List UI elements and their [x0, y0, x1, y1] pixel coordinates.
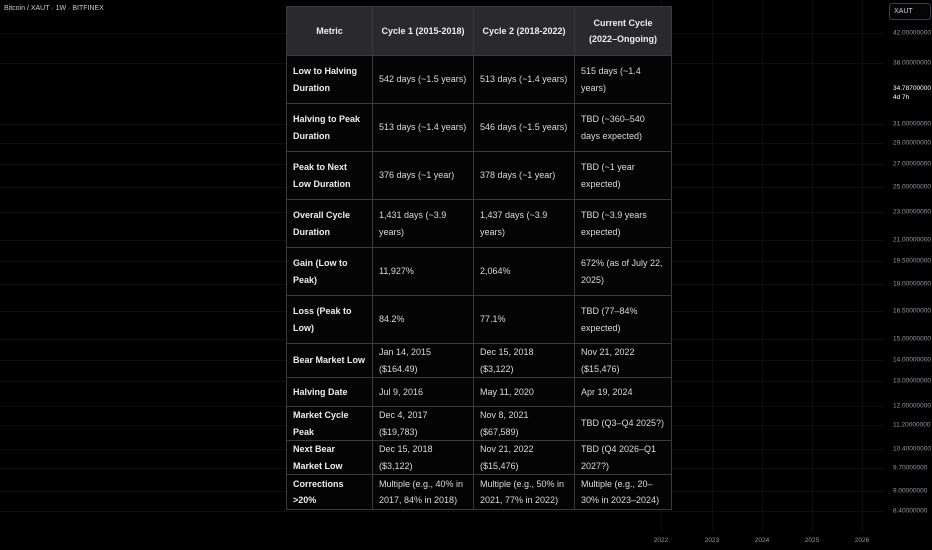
value-cell: 378 days (~1 year)	[474, 152, 575, 200]
price-label: 29.00000000	[893, 139, 931, 147]
value-cell: 542 days (~1.5 years)	[373, 56, 474, 104]
grid-line	[0, 511, 884, 512]
price-label: 19.50000000	[893, 257, 931, 265]
header-metric: Metric	[287, 7, 373, 56]
symbol-title[interactable]: Bitcoin / XAUT · 1W · BITFINEX	[4, 5, 104, 12]
value-cell: TBD (Q3–Q4 2025?)	[575, 407, 672, 441]
value-cell: 546 days (~1.5 years)	[474, 104, 575, 152]
price-label: 8.40000000	[893, 507, 928, 515]
metric-cell: Low to Halving Duration	[287, 56, 373, 104]
table-row	[287, 152, 672, 200]
table-row	[287, 344, 672, 378]
metric-cell: Halving Date	[287, 378, 373, 407]
table-row	[287, 441, 672, 475]
table-row	[287, 475, 672, 510]
price-label: 15.00000000	[893, 335, 931, 343]
value-cell: 11,927%	[373, 248, 474, 296]
value-cell: Dec 4, 2017 ($19,783)	[373, 407, 474, 441]
price-label: 21.00000000	[893, 236, 931, 244]
metric-cell: Bear Market Low	[287, 344, 373, 378]
value-cell: 376 days (~1 year)	[373, 152, 474, 200]
time-label: 2025	[804, 537, 820, 544]
price-label: 12.00000000	[893, 402, 931, 410]
table-row	[287, 296, 672, 344]
price-label: 31.00000000	[893, 120, 931, 128]
price-label: 42.00000000	[893, 29, 931, 37]
metric-cell: Peak to Next Low Duration	[287, 152, 373, 200]
header-current-cycle: Current Cycle (2022–Ongoing)	[575, 7, 672, 56]
price-label: 23.00000000	[893, 208, 931, 216]
value-cell: Jul 9, 2016	[373, 378, 474, 407]
time-label: 2024	[754, 537, 770, 544]
metric-cell: Gain (Low to Peak)	[287, 248, 373, 296]
time-label: 2022	[653, 537, 669, 544]
price-label: 16.50000000	[893, 307, 931, 315]
value-cell: Dec 15, 2018 ($3,122)	[474, 344, 575, 378]
price-label: 13.00000000	[893, 377, 931, 385]
header-cycle-2: Cycle 2 (2018-2022)	[474, 7, 575, 56]
grid-line	[812, 0, 813, 532]
time-label: 2023	[704, 537, 720, 544]
table-header-row	[287, 7, 672, 56]
value-cell: 1,437 days (~3.9 years)	[474, 200, 575, 248]
value-cell: 672% (as of July 22, 2025)	[575, 248, 672, 296]
value-cell: 513 days (~1.4 years)	[474, 56, 575, 104]
table-row	[287, 104, 672, 152]
price-label: 9.00000000	[893, 487, 928, 495]
metric-cell: Loss (Peak to Low)	[287, 296, 373, 344]
table-row	[287, 407, 672, 441]
value-cell: Nov 21, 2022 ($15,476)	[474, 441, 575, 475]
table-body	[287, 56, 672, 510]
price-label: 10.40000000	[893, 445, 931, 453]
header-cycle-1: Cycle 1 (2015-2018)	[373, 7, 474, 56]
metric-cell: Overall Cycle Duration	[287, 200, 373, 248]
price-label: 9.70000000	[893, 464, 928, 472]
grid-line	[762, 0, 763, 532]
value-cell: 1,431 days (~3.9 years)	[373, 200, 474, 248]
value-cell: 513 days (~1.4 years)	[373, 104, 474, 152]
price-label: 18.00000000	[893, 280, 931, 288]
value-cell: TBD (Q4 2026–Q1 2027?)	[575, 441, 672, 475]
value-cell: TBD (~3.9 years expected)	[575, 200, 672, 248]
value-cell: Jan 14, 2015 ($164.49)	[373, 344, 474, 378]
value-cell: TBD (~360–540 days expected)	[575, 104, 672, 152]
value-cell: Dec 15, 2018 ($3,122)	[373, 441, 474, 475]
grid-line	[862, 0, 863, 532]
value-cell: Multiple (e.g., 50% in 2021, 77% in 2022)	[474, 475, 575, 510]
table-row	[287, 378, 672, 407]
metric-cell: Corrections >20%	[287, 475, 373, 510]
value-cell: TBD (~1 year expected)	[575, 152, 672, 200]
price-label: 25.00000000	[893, 183, 931, 191]
price-label: 11.20000000	[893, 421, 931, 429]
current-price-marker	[893, 84, 931, 102]
value-cell: 515 days (~1.4 years)	[575, 56, 672, 104]
price-label: 38.00000000	[893, 59, 931, 67]
current-price: 34.78700000	[893, 85, 931, 92]
metric-cell: Halving to Peak Duration	[287, 104, 373, 152]
value-cell: May 11, 2020	[474, 378, 575, 407]
metric-cell: Next Bear Market Low	[287, 441, 373, 475]
table-row	[287, 248, 672, 296]
symbol-scale-input[interactable]: XAUT	[889, 3, 931, 20]
value-cell: Apr 19, 2024	[575, 378, 672, 407]
value-cell: Nov 21, 2022 ($15,476)	[575, 344, 672, 378]
value-cell: Multiple (e.g., 20–30% in 2023–2024)	[575, 475, 672, 510]
value-cell: TBD (77–84% expected)	[575, 296, 672, 344]
cycle-comparison-table	[286, 6, 671, 510]
table-row	[287, 56, 672, 104]
price-scale[interactable]	[884, 0, 932, 550]
bar-countdown: 4d 7h	[893, 94, 910, 101]
price-label: 27.00000000	[893, 160, 931, 168]
table-row	[287, 200, 672, 248]
value-cell: 2,064%	[474, 248, 575, 296]
metric-cell: Market Cycle Peak	[287, 407, 373, 441]
price-label: 14.00000000	[893, 356, 931, 364]
value-cell: 77.1%	[474, 296, 575, 344]
value-cell: Multiple (e.g., 40% in 2017, 84% in 2018)	[373, 475, 474, 510]
grid-line	[712, 0, 713, 532]
value-cell: Nov 8, 2021 ($67,589)	[474, 407, 575, 441]
time-label: 2026	[854, 537, 870, 544]
value-cell: 84.2%	[373, 296, 474, 344]
